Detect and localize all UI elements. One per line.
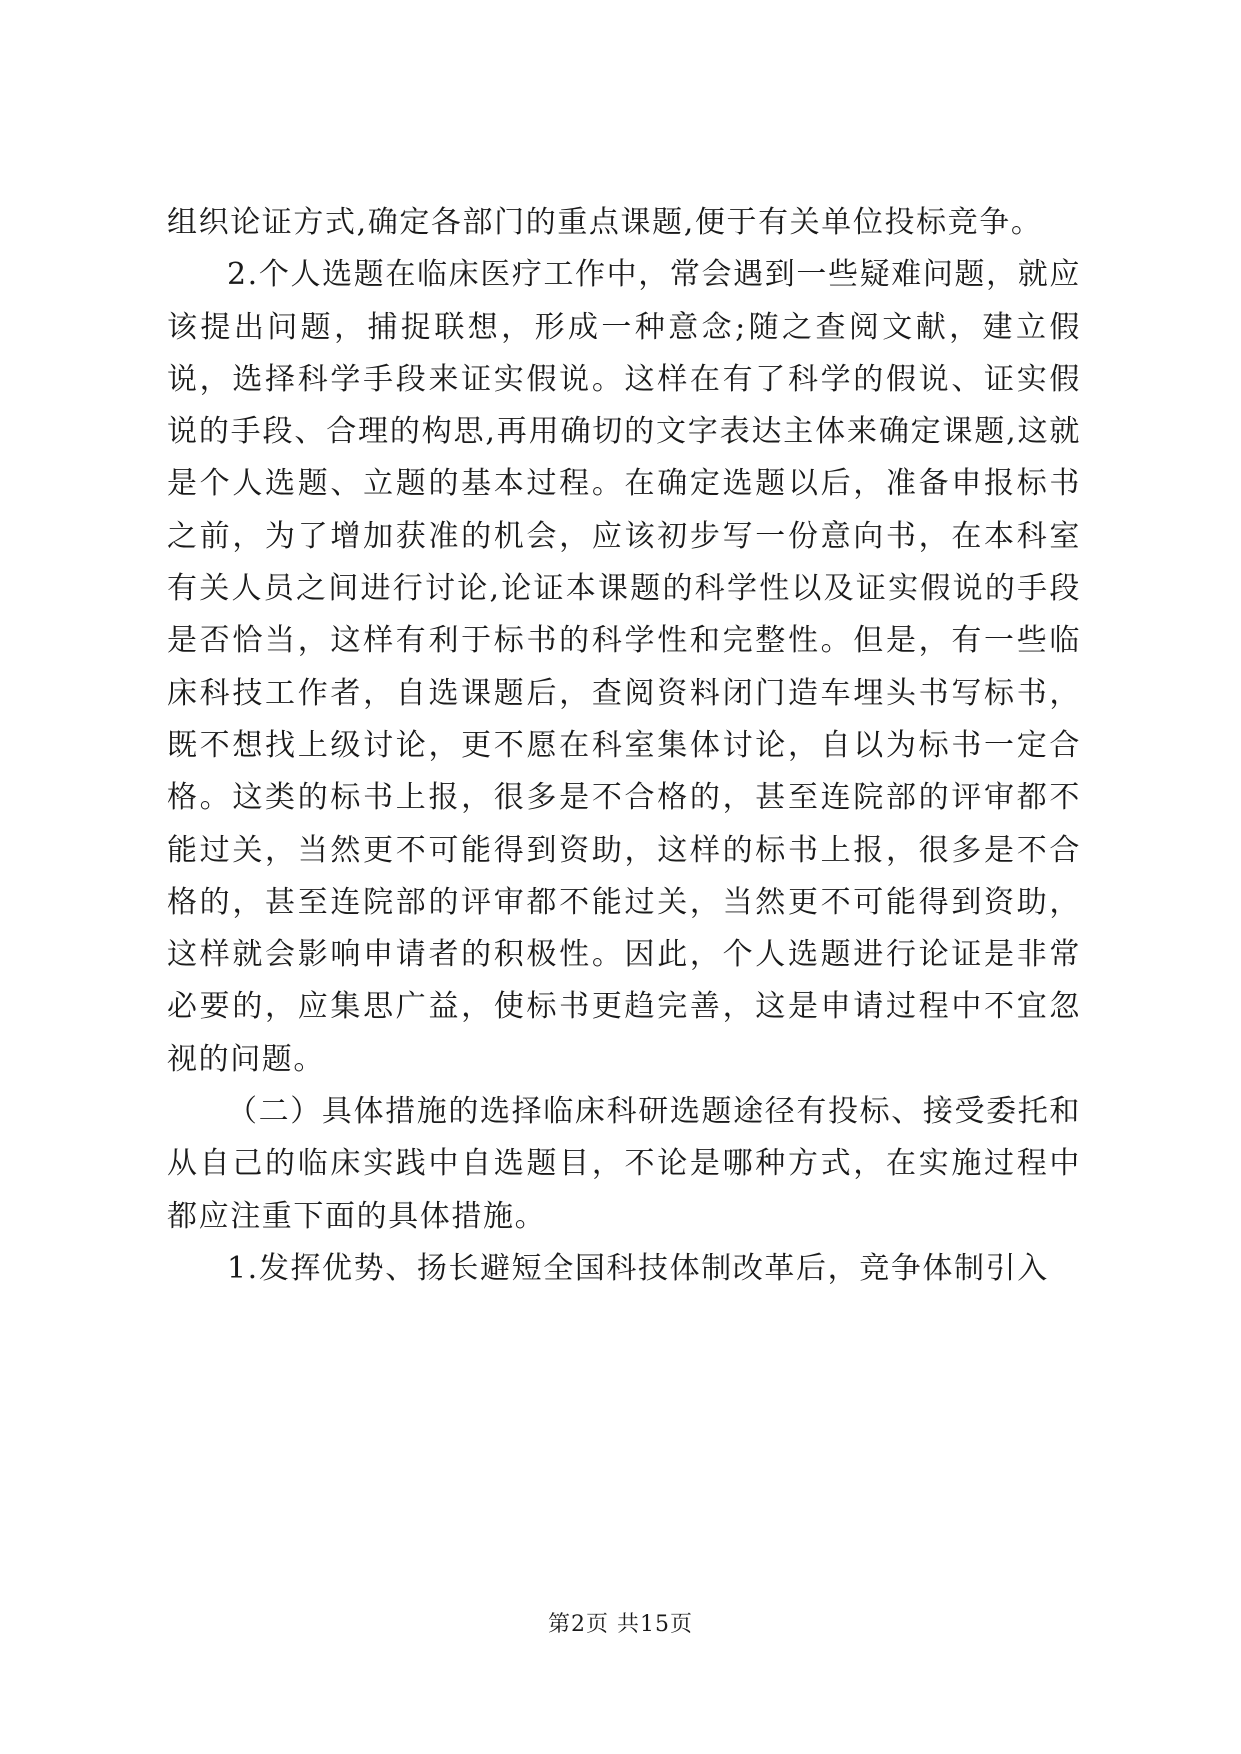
- paragraph-specific-measures: （二）具体措施的选择临床科研选题途径有投标、接受委托和从自己的临床实践中自选题目，不论是哪种方式，在实施过程中都应注重下面的具体措施。: [167, 1094, 1081, 1234]
- paragraph-personal-topic: 2.个人选题在临床医疗工作中，常会遇到一些疑难问题，就应该提出问题，捕捉联想，形成一种意念;随之查阅文献，建立假说，选择科学手段来证实假说。这样在有了科学的假说、证实假说的手段、合理的构思,再用确切的文字表达主体来确定课题,这就是个人选题、立题的基本过程。在确定选题以后，准备申报标书之前，为了增加获准的机会，应该初步写一份意向书，在本科室有关人员之间进行讨论,论证本课题的科学性以及证实假说的手段是否恰当，这样有利于标书的科学性和完整性。但是，有一些临床科技工作者，自选课题后，查阅资料闭门造车埋头书写标书，既不想找上级讨论，更不愿在科室集体讨论，自以为标书一定合格。这类的标书上报，很多是不合格的，甚至连院部的评审都不能过关，当然更不可能得到资助，这样的标书上报，很多是不合格的，甚至连院部的评审都不能过关，当然更不可能得到资助，这样就会影响申请者的积极性。因此，个人选题进行论证是非常必要的，应集思广益，使标书更趋完善，这是申请过程中不宜忽视的问题。: [167, 257, 1081, 1077]
- paragraph-continuation: 组织论证方式,确定各部门的重点课题,便于有关单位投标竞争。: [167, 205, 1043, 240]
- paragraph-leverage-advantages: 1.发挥优势、扬长避短全国科技体制改革后，竞争体制引入: [227, 1250, 1049, 1286]
- body-text: [167, 197, 1081, 1295]
- page-number-footer: 第2页 共15页: [548, 1612, 693, 1637]
